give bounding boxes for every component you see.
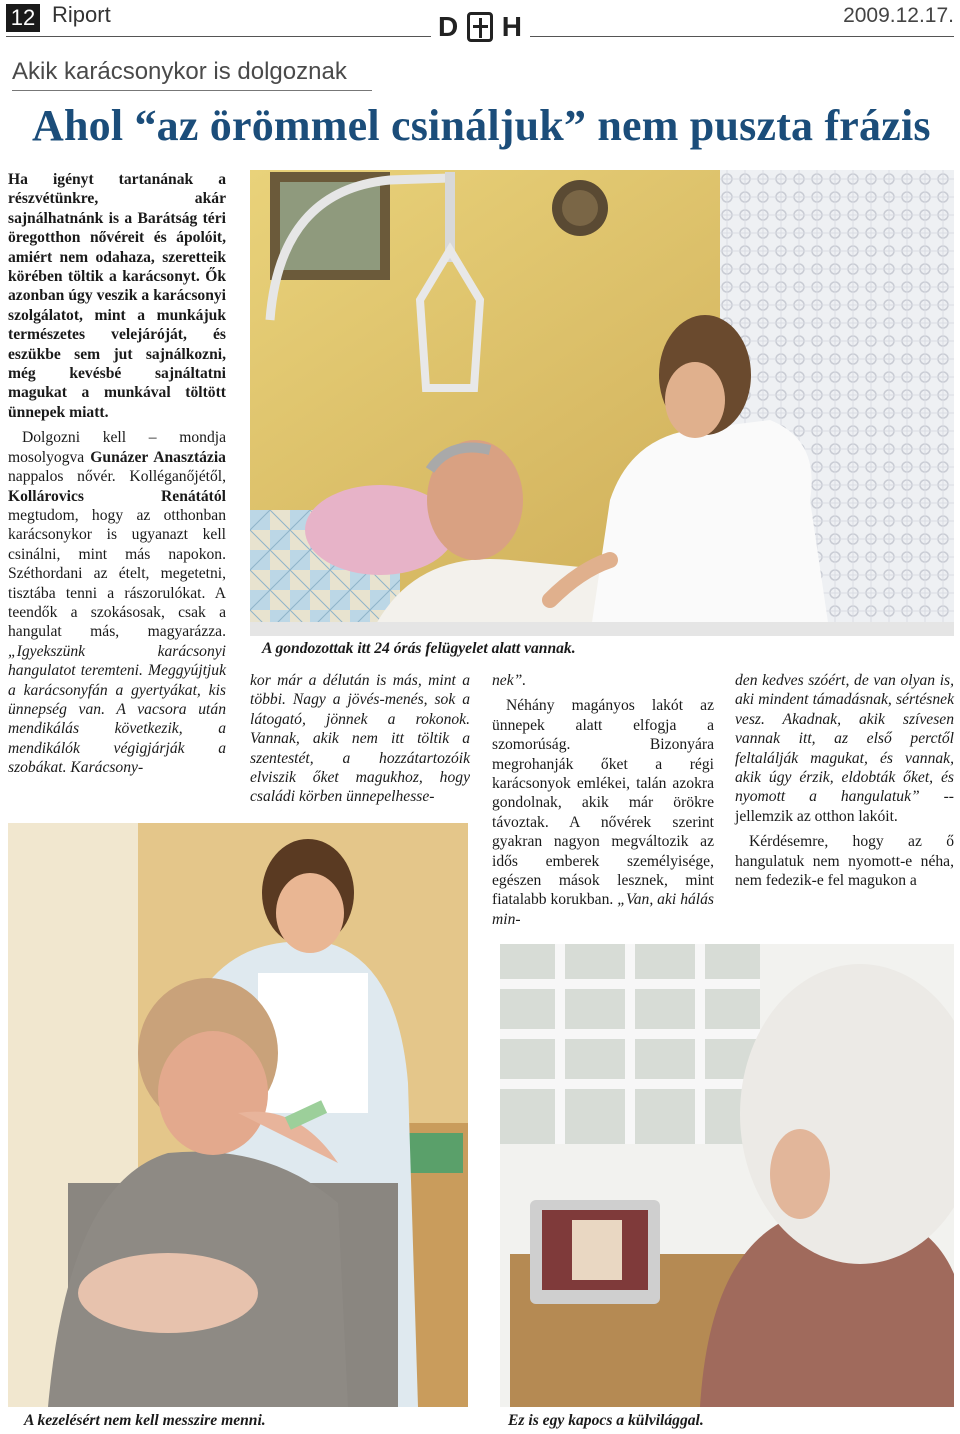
header-rule-right [530,36,954,37]
body-paragraph: kor már a délután is más, mint a többi. Nagy a jövés-menés, sok a látogató, jönnek a rokonok. Vannak, akik nem itt töltik a szentestét, a hozzátartozóik elviszik őket magukhoz, hogy családi körben ünnepelhesse- [250,672,470,806]
publication-logo [438,10,522,44]
section-title: Riport [52,2,111,27]
body-paragraph: Dolgozni kell – mondja mosolyogva Gunázer Anasztázia nappalos nővér. Kolléganőjétől, Kollárovics Renátától megtudom, hogy az otthonban karácsonykor is ugyanazt kell csinálni, mint más napokon. Széthordani az ételt, megetetni, tisztába tenni a rászorulókat. A teendők a szokásosak, csak a hangulat más, magyarázza. „Igyekszünk karácsonyi hangulatot teremteni. Meggyújtjuk a karácsonyfán a gyertyákat, kis ünnepség van. A vacsora után mendikálás következik, a mendikálók végigjárják a szobákat. Karácsony- [8,429,226,777]
bottom-right-caption: Ez is egy kapocs a külvilággal. [508,1412,704,1429]
quote-text: „Igyekszünk karácsonyi hangulatot teremteni. Meggyújtjuk a karácsonyfán a gyertyákat, kis ünnepség van. A vacsora után mendikálás következik, a mendikálók végigjárják a szobákat. Karácsony- [8,642,226,777]
column-3 [492,671,714,935]
header-rule-left [6,36,431,37]
main-photo-caption: A gondozottak itt 24 órás felügyelet alatt vannak. [262,640,576,657]
body-paragraph: den kedves szóért, de van olyan is, aki mindent támadásnak, sértésnek vesz. Akadnak, akik szívesen vannak itt, az első perctől feltalálják magukat, és vannak, akik úgy érzik, eldobták őket, és nyomott a hangulatuk” -- jellemzik az otthon lakóit. [735,672,954,825]
article-headline: Ahol “az örömmel csináljuk” nem puszta frázis [32,101,931,150]
kicker-rule [12,90,372,91]
issue-date: 2009.12.17. [843,4,954,27]
body-paragraph: Kérdésemre, hogy az ő hangulatuk nem nyomott-e néha, nem fedezik-e fel magukon a [735,833,954,890]
article-kicker: Akik karácsonykor is dolgoznak [12,58,347,85]
main-photo [250,170,954,636]
nurse-patient-photo-illustration [250,170,954,636]
body-paragraph: Néhány magányos lakót az ünnepek alatt elfogja a szomorúság. Bizonyára megrohanják őket a régi karácsonyok emlékei, talán azokra gondolnak, akik már örökre távoztak. A nővérek szerint gyakran nagyon megváltozik az idős emberek személyisége, egészen mások lesznek, mint fiatalabb korukban. „Van, aki hálás min- [492,697,714,928]
column-4 [735,671,954,896]
person-name: Gunázer Anasztázia [90,448,226,466]
lead-paragraph: Ha igényt tartanának a részvétünkre, akár sajnálhatnánk is a Barátság téri öregotthon nővéreit és ápolóit, amiért nem odahaza, szeretteik körében töltik a karácsonyt. Ők azonban úgy veszik a karácsonyi szolgálatot, mint a munkájuk természetes velejáróját, és eszükbe sem jut sajnálkozni, még kevésbé sajnáltatni magukat a munkával töltött ünnepek miatt. [8,171,226,421]
logo-letter-right: H [501,11,522,42]
physiotherapy-photo-illustration [8,823,468,1407]
watching-tv-photo-illustration [500,944,954,1407]
column-1 [8,170,226,784]
column-2 [250,671,470,813]
bottom-left-caption: A kezelésért nem kell messzire menni. [24,1412,266,1429]
cross-emblem-icon [467,12,493,42]
bottom-left-photo [8,823,468,1407]
bottom-right-photo [500,944,954,1407]
body-paragraph: nek”. [492,672,527,689]
logo-letter-left: D [438,11,459,42]
page-number: 12 [6,4,40,32]
person-name: Kollárovics Renátától [8,487,226,505]
